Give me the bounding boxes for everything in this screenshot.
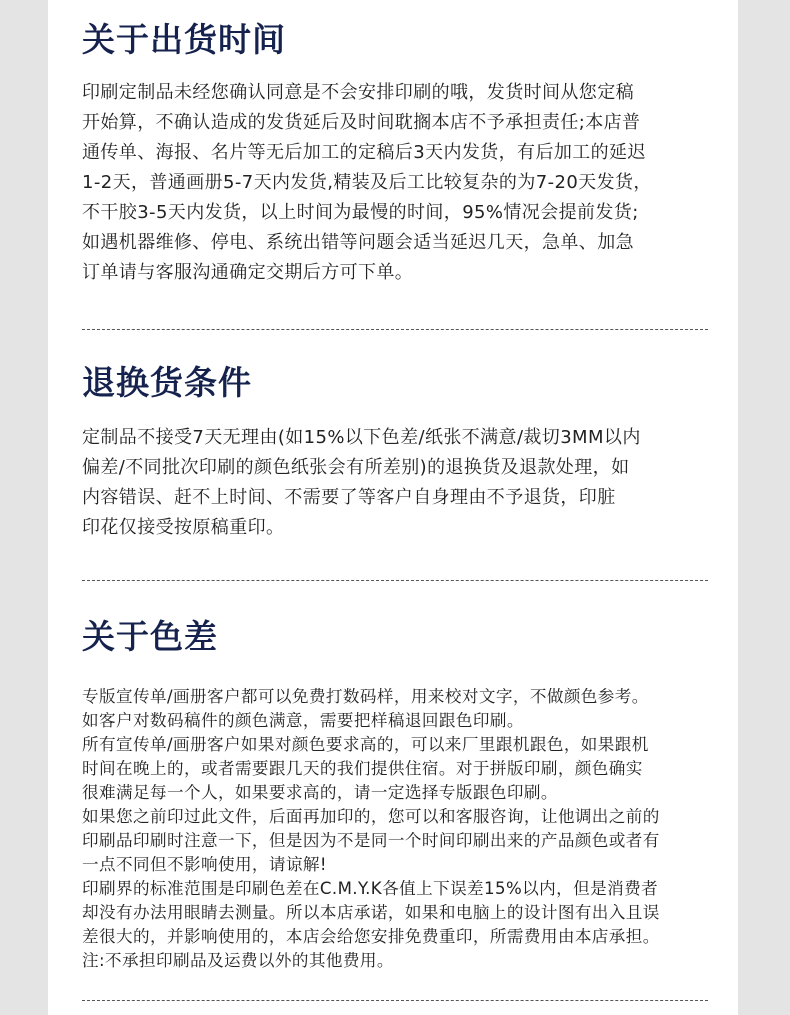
dashed-divider (82, 329, 708, 330)
text-line: 订单请与客服沟通确定交期后方可下单。 (82, 262, 414, 283)
dashed-divider (82, 1000, 708, 1001)
text-line: 偏差/不同批次印刷的颜色纸张会有所差别)的退换货及退款处理，如 (82, 457, 630, 478)
text-line: 专版宣传单/画册客户都可以免费打数码样，用来校对文字，不做颜色参考。 (82, 687, 649, 706)
section-body (82, 423, 722, 543)
text-line: 不干胶3-5天内发货，以上时间为最慢的时间，95%情况会提前发货; (82, 202, 639, 223)
text-line: 1-2天，普通画册5-7天内发货,精装及后工比较复杂的为7-20天发货， (82, 172, 652, 193)
section-title: 退换货条件 (82, 363, 252, 402)
text-line: 如果您之前印过此文件，后面再加印的，您可以和客服咨询，让他调出之前的 (82, 807, 660, 826)
section-return-conditions (82, 363, 722, 543)
section-body (82, 78, 722, 288)
content-page (48, 0, 738, 1015)
text-line: 如遇机器维修、停电、系统出错等问题会适当延迟几天，急单、加急 (82, 232, 634, 253)
text-line: 如客户对数码稿件的颜色满意，需要把样稿退回跟色印刷。 (82, 711, 524, 730)
text-line: 印刷品印刷时注意一下，但是因为不是同一个时间印刷出来的产品颜色或者有 (82, 831, 660, 850)
text-line: 通传单、海报、名片等无后加工的定稿后3天内发货，有后加工的延迟 (82, 142, 646, 163)
text-line: 开始算，不确认造成的发货延后及时间耽搁本店不予承担责任;本店普 (82, 112, 641, 133)
text-line: 内容错误、赶不上时间、不需要了等客户自身理由不予退货，印脏 (82, 487, 616, 508)
text-line: 所有宣传单/画册客户如果对颜色要求高的，可以来厂里跟机跟色，如果跟机 (82, 735, 649, 754)
text-line: 印刷定制品未经您确认同意是不会安排印刷的哦，发货时间从您定稿 (82, 82, 634, 103)
text-line: 时间在晚上的，或者需要跟几天的我们提供住宿。对于拼版印刷，颜色确实 (82, 759, 643, 778)
section-shipping-time (82, 20, 722, 288)
section-title: 关于色差 (82, 617, 218, 656)
text-line: 印花仅接受按原稿重印。 (82, 517, 285, 538)
text-line: 印刷界的标准范围是印刷色差在C.M.Y.K各值上下误差15%以内，但是消费者 (82, 879, 659, 898)
text-line: 定制品不接受7天无理由(如15%以下色差/纸张不满意/裁切3MM以内 (82, 427, 641, 448)
text-line: 注:不承担印刷品及运费以外的其他费用。 (82, 951, 394, 970)
text-line: 很难满足每一个人，如果要求高的，请一定选择专版跟色印刷。 (82, 783, 558, 802)
text-line: 差很大的，并影响使用的，本店会给您安排免费重印，所需费用由本店承担。 (82, 927, 660, 946)
dashed-divider (82, 580, 708, 581)
section-color-difference (82, 617, 722, 973)
section-title: 关于出货时间 (82, 20, 286, 59)
text-line: 一点不同但不影响使用，请谅解! (82, 855, 327, 874)
text-line: 却没有办法用眼睛去测量。所以本店承诺，如果和电脑上的设计图有出入且误 (82, 903, 660, 922)
section-body (82, 685, 722, 973)
